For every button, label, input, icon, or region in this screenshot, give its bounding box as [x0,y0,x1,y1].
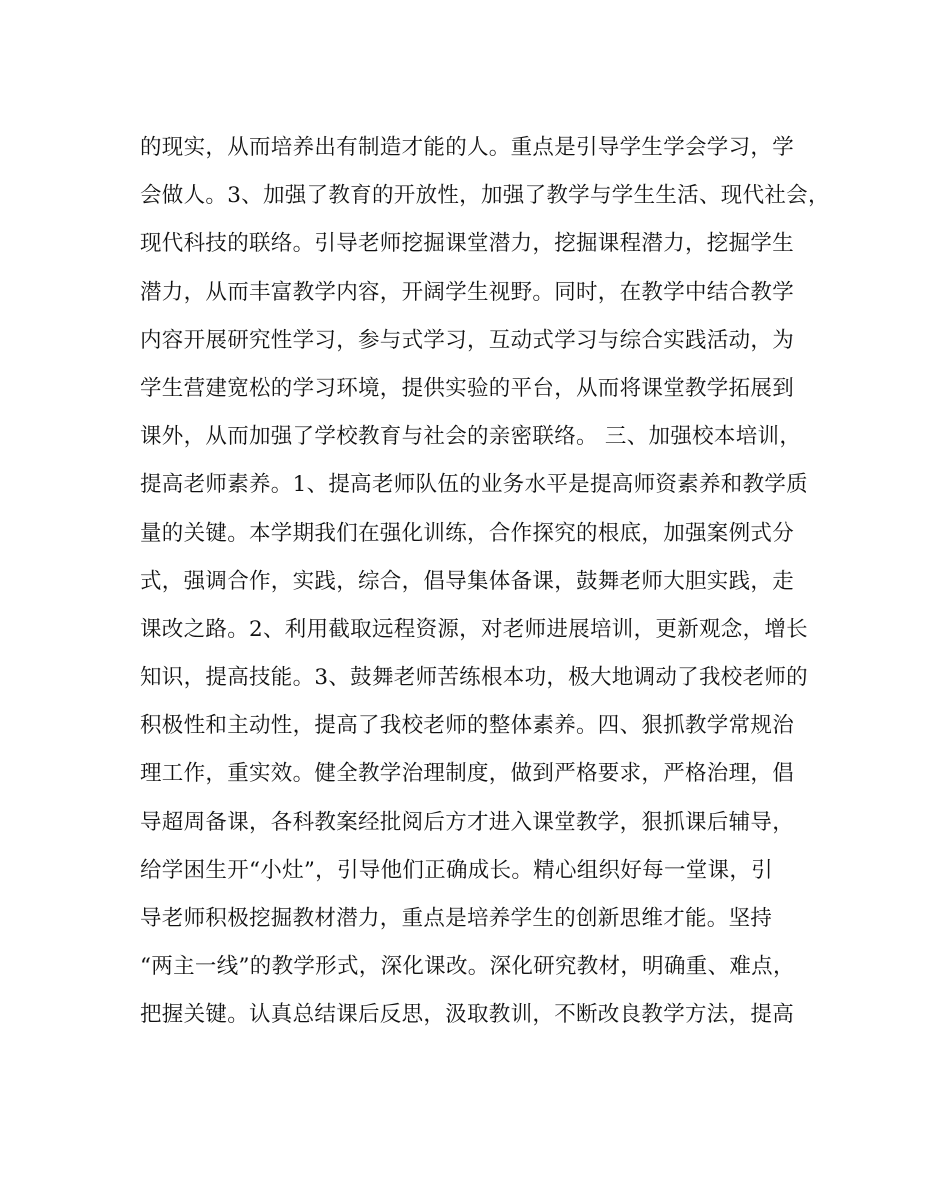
body-text [140,124,830,1040]
text-line: 学生营建宽松的学习环境，提供实验的平台，从而将课堂教学拓展到 [140,375,795,401]
text-line: 量的关键。本学期我们在强化训练，合作探究的根底，加强案例式分 [140,520,795,546]
text-line: 课改之路。2、利用截取远程资源，对老师进展培训，更新观念，增长 [140,616,808,642]
text-line: 现代科技的联络。引导老师挖掘课堂潜力，挖掘课程潜力，挖掘学生 [140,231,795,257]
text-line: 潜力，从而丰富教学内容，开阔学生视野。同时，在教学中结合教学 [140,279,795,305]
text-line: 的现实，从而培养出有制造才能的人。重点是引导学生学会学习，学 [140,135,795,160]
text-line: “两主一线”的教学形式，深化课改。深化研究教材，明确重、难点， [140,954,795,980]
text-line: 理工作，重实效。健全教学治理制度，做到严格要求，严格治理，倡 [140,761,795,787]
text-line: 内容开展研究性学习，参与式学习，互动式学习与综合实践活动，为 [140,327,795,353]
text-line: 把握关键。认真总结课后反思，汲取教训，不断改良教学方法，提高 [140,1002,795,1028]
text-line: 式，强调合作，实践，综合，倡导集体备课，鼓舞老师大胆实践，走 [140,568,795,594]
text-line: 知识，提高技能。3、鼓舞老师苦练根本功，极大地调动了我校老师的 [140,665,808,691]
text-line: 提高老师素养。1、提高老师队伍的业务水平是提高师资素养和教学质 [140,472,808,498]
text-line: 给学困生开“小灶”，引导他们正确成长。精心组织好每一堂课，引 [140,857,773,883]
text-line: 积极性和主动性，提高了我校老师的整体素养。四、狠抓教学常规治 [140,713,795,739]
text-line: 会做人。3、加强了教育的开放性，加强了教学与学生生活、现代社会， [140,183,830,209]
text-line: 导超周备课，各科教案经批阅后方才进入课堂教学，狠抓课后辅导， [140,809,795,835]
text-line: 导老师积极挖掘教材潜力，重点是培养学生的创新思维才能。坚持 [140,906,773,931]
text-line: 课外，从而加强了学校教育与社会的亲密联络。 三、加强校本培训， [140,424,802,450]
